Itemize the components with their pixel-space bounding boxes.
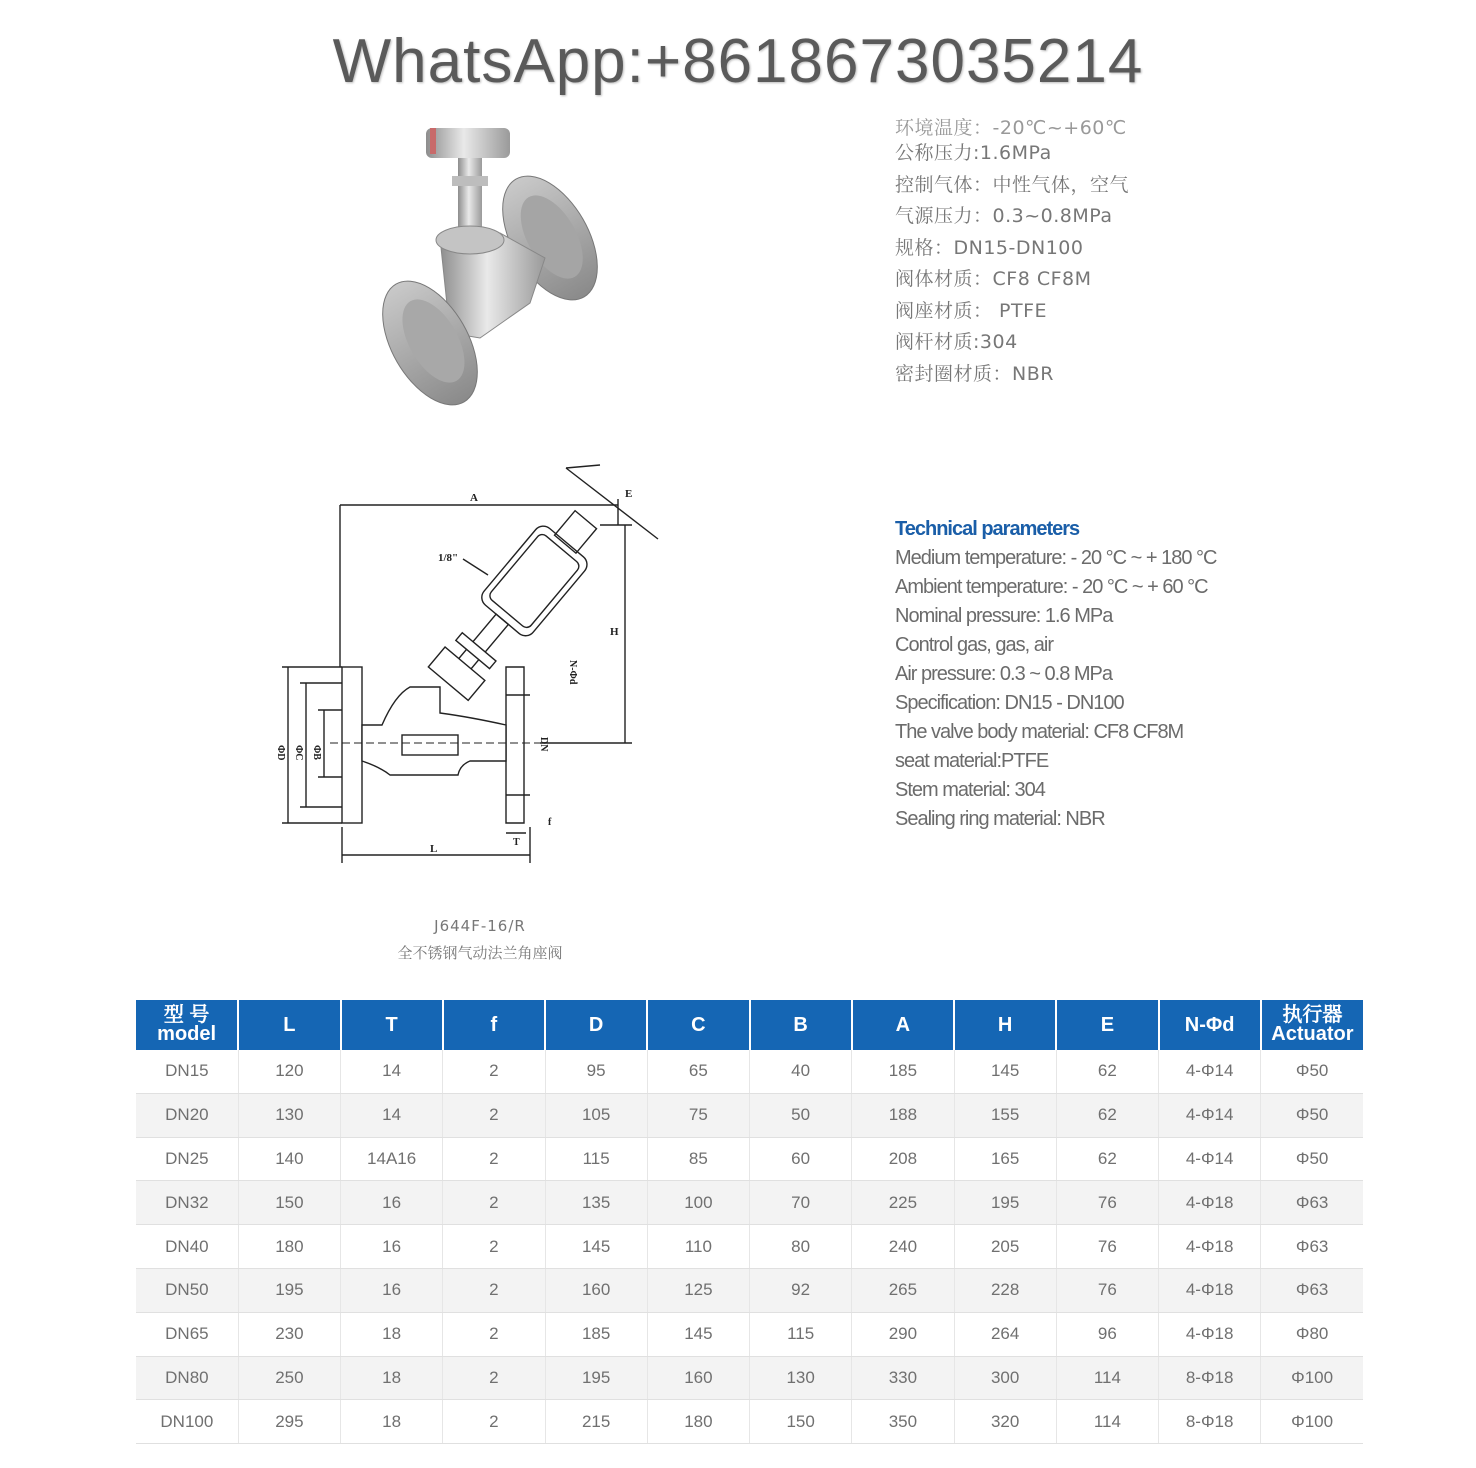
- technical-drawing: [270, 455, 690, 875]
- table-cell: 62: [1056, 1050, 1158, 1093]
- table-cell: DN40: [136, 1225, 238, 1269]
- table-cell: 195: [954, 1181, 1056, 1225]
- table-cell: DN15: [136, 1050, 238, 1093]
- tech-item: Sealing ring material: NBR: [895, 808, 1105, 830]
- table-cell: 110: [647, 1225, 749, 1269]
- header-actuator-cn: 执行器: [1282, 1004, 1343, 1026]
- table-cell: 2: [443, 1093, 545, 1137]
- table-cell: 65: [647, 1050, 749, 1093]
- table-cell: 150: [750, 1400, 852, 1444]
- table-row: [136, 1225, 1363, 1269]
- dim-label-D: ΦD: [275, 745, 286, 761]
- header-model-cn: 型 号: [163, 1004, 210, 1026]
- table-cell: 70: [750, 1181, 852, 1225]
- header-C: C: [647, 1000, 749, 1050]
- cn-spec-item: 规格：DN15-DN100: [895, 236, 1084, 259]
- table-cell: 225: [852, 1181, 954, 1225]
- table-cell: 14A16: [341, 1137, 443, 1181]
- table-cell: DN25: [136, 1137, 238, 1181]
- dimension-table: [136, 1000, 1363, 1444]
- tech-item: Specification: DN15 - DN100: [895, 692, 1124, 714]
- header-E: E: [1056, 1000, 1158, 1050]
- table-cell: 208: [852, 1137, 954, 1181]
- tech-item: Air pressure: 0.3 ~ 0.8 MPa: [895, 663, 1113, 685]
- table-cell: 75: [647, 1093, 749, 1137]
- table-cell: DN50: [136, 1268, 238, 1312]
- table-cell: 180: [647, 1400, 749, 1444]
- table-cell: 8-Φ18: [1159, 1356, 1261, 1400]
- technical-parameters: [895, 515, 1217, 834]
- header-B: B: [750, 1000, 852, 1050]
- table-cell: 114: [1056, 1356, 1158, 1400]
- table-cell: 4-Φ14: [1159, 1050, 1261, 1093]
- table-cell: 165: [954, 1137, 1056, 1181]
- header-model: [136, 1000, 238, 1050]
- header-H: H: [954, 1000, 1056, 1050]
- table-cell: 265: [852, 1268, 954, 1312]
- table-cell: 8-Φ18: [1159, 1400, 1261, 1444]
- cn-spec-item: 密封圈材质：NBR: [895, 362, 1054, 385]
- table-row: [136, 1137, 1363, 1181]
- tech-item: Control gas, gas, air: [895, 634, 1053, 656]
- table-cell: 2: [443, 1137, 545, 1181]
- table-cell: 330: [852, 1356, 954, 1400]
- table-cell: 145: [954, 1050, 1056, 1093]
- port-label: 1/8": [438, 552, 459, 564]
- table-cell: 14: [341, 1093, 443, 1137]
- table-cell: 62: [1056, 1093, 1158, 1137]
- tech-item: Stem material: 304: [895, 779, 1045, 801]
- table-cell: 115: [545, 1137, 647, 1181]
- table-cell: 4-Φ14: [1159, 1093, 1261, 1137]
- table-cell: 290: [852, 1312, 954, 1356]
- table-cell: 130: [750, 1356, 852, 1400]
- table-cell: Φ50: [1261, 1093, 1363, 1137]
- table-cell: 92: [750, 1268, 852, 1312]
- cn-spec-item: 气源压力：0.3~0.8MPa: [895, 205, 1113, 227]
- table-cell: 62: [1056, 1137, 1158, 1181]
- header-A: A: [852, 1000, 954, 1050]
- cn-spec-item: 阀体材质：CF8 CF8M: [895, 268, 1092, 290]
- chinese-spec-list: [895, 118, 1129, 390]
- dim-label-A: A: [470, 492, 478, 504]
- header-T: T: [341, 1000, 443, 1050]
- table-row: [136, 1268, 1363, 1312]
- table-cell: DN20: [136, 1093, 238, 1137]
- table-cell: 16: [341, 1225, 443, 1269]
- header-actuator-en: Actuator: [1271, 1023, 1354, 1045]
- table-cell: 100: [647, 1181, 749, 1225]
- dim-label-f: f: [548, 817, 552, 828]
- table-cell: 4-Φ18: [1159, 1225, 1261, 1269]
- table-cell: 188: [852, 1093, 954, 1137]
- table-cell: 300: [954, 1356, 1056, 1400]
- table-cell: 4-Φ18: [1159, 1181, 1261, 1225]
- dim-label-H: H: [610, 626, 619, 638]
- table-cell: 120: [238, 1050, 340, 1093]
- table-cell: 18: [341, 1400, 443, 1444]
- table-cell: 76: [1056, 1225, 1158, 1269]
- table-row: [136, 1356, 1363, 1400]
- table-cell: 14: [341, 1050, 443, 1093]
- table-cell: DN32: [136, 1181, 238, 1225]
- table-cell: 50: [750, 1093, 852, 1137]
- table-cell: 125: [647, 1268, 749, 1312]
- table-cell: 240: [852, 1225, 954, 1269]
- table-cell: 195: [545, 1356, 647, 1400]
- table-cell: 2: [443, 1268, 545, 1312]
- table-cell: Φ63: [1261, 1181, 1363, 1225]
- table-cell: 80: [750, 1225, 852, 1269]
- cn-spec-item: 公称压力:1.6MPa: [895, 142, 1052, 164]
- table-cell: 145: [545, 1225, 647, 1269]
- table-cell: 60: [750, 1137, 852, 1181]
- table-cell: 145: [647, 1312, 749, 1356]
- table-cell: 40: [750, 1050, 852, 1093]
- drawing-model-caption: J644F-16/R: [434, 917, 526, 935]
- dim-label-C: ΦC: [293, 745, 304, 761]
- table-cell: 85: [647, 1137, 749, 1181]
- table-cell: 76: [1056, 1268, 1158, 1312]
- table-cell: 16: [341, 1181, 443, 1225]
- cn-spec-item: 阀座材质： PTFE: [895, 299, 1048, 322]
- table-cell: 2: [443, 1225, 545, 1269]
- dim-label-E: E: [625, 488, 633, 500]
- cn-spec-item: 控制气体：中性气体，空气: [895, 173, 1130, 196]
- table-cell: 4-Φ18: [1159, 1312, 1261, 1356]
- table-cell: 2: [443, 1400, 545, 1444]
- table-cell: 205: [954, 1225, 1056, 1269]
- table-cell: 155: [954, 1093, 1056, 1137]
- table-cell: 250: [238, 1356, 340, 1400]
- table-row: [136, 1050, 1363, 1093]
- tech-title: Technical parameters: [895, 518, 1080, 540]
- table-cell: 105: [545, 1093, 647, 1137]
- table-cell: 4-Φ14: [1159, 1137, 1261, 1181]
- tech-item: Medium temperature: - 20 °C ~ + 180 °C: [895, 547, 1217, 569]
- table-cell: 18: [341, 1312, 443, 1356]
- table-cell: 180: [238, 1225, 340, 1269]
- table-cell: 96: [1056, 1312, 1158, 1356]
- table-cell: 2: [443, 1312, 545, 1356]
- dim-label-T: T: [513, 837, 520, 848]
- table-cell: Φ63: [1261, 1225, 1363, 1269]
- table-row: [136, 1400, 1363, 1444]
- tech-item: seat material:PTFE: [895, 750, 1049, 772]
- table-cell: 185: [852, 1050, 954, 1093]
- header-model-en: model: [157, 1023, 217, 1045]
- table-cell: DN100: [136, 1400, 238, 1444]
- table-cell: 18: [341, 1356, 443, 1400]
- table-cell: 160: [647, 1356, 749, 1400]
- table-row: [136, 1093, 1363, 1137]
- table-cell: 264: [954, 1312, 1056, 1356]
- drawing-name-caption: 全不锈钢气动法兰角座阀: [397, 944, 563, 962]
- table-header-row: [136, 1000, 1363, 1050]
- table-cell: 2: [443, 1356, 545, 1400]
- table-cell: 150: [238, 1181, 340, 1225]
- table-cell: 2: [443, 1050, 545, 1093]
- table-cell: DN80: [136, 1356, 238, 1400]
- table-cell: 295: [238, 1400, 340, 1444]
- table-cell: 185: [545, 1312, 647, 1356]
- cn-spec-item: 环境温度：-20℃~+60℃: [895, 118, 1127, 138]
- table-cell: 135: [545, 1181, 647, 1225]
- header-D: D: [545, 1000, 647, 1050]
- header-nd: N-Φd: [1159, 1000, 1261, 1050]
- table-cell: 160: [545, 1268, 647, 1312]
- header-actuator: [1261, 1000, 1363, 1050]
- table-cell: Φ50: [1261, 1050, 1363, 1093]
- table-cell: 195: [238, 1268, 340, 1312]
- table-cell: 140: [238, 1137, 340, 1181]
- table-cell: 130: [238, 1093, 340, 1137]
- whatsapp-watermark: WhatsApp:+8618673035214: [332, 27, 1144, 96]
- cn-spec-item: 阀杆材质:304: [895, 331, 1018, 353]
- table-cell: DN65: [136, 1312, 238, 1356]
- table-body: [136, 1050, 1363, 1444]
- table-cell: Φ80: [1261, 1312, 1363, 1356]
- table-cell: 350: [852, 1400, 954, 1444]
- table-row: [136, 1312, 1363, 1356]
- table-cell: 215: [545, 1400, 647, 1444]
- table-cell: 320: [954, 1400, 1056, 1444]
- table-cell: Φ100: [1261, 1356, 1363, 1400]
- table-cell: Φ100: [1261, 1400, 1363, 1444]
- table-cell: 4-Φ18: [1159, 1268, 1261, 1312]
- tech-list: [895, 544, 1217, 834]
- header-L: L: [238, 1000, 340, 1050]
- table-cell: Φ63: [1261, 1268, 1363, 1312]
- table-cell: 2: [443, 1181, 545, 1225]
- tech-item: Nominal pressure: 1.6 MPa: [895, 605, 1113, 627]
- table-cell: 228: [954, 1268, 1056, 1312]
- dim-label-B: ΦB: [311, 745, 322, 760]
- table-row: [136, 1181, 1363, 1225]
- header-f: f: [443, 1000, 545, 1050]
- table-cell: 76: [1056, 1181, 1158, 1225]
- table-cell: 115: [750, 1312, 852, 1356]
- table-cell: 95: [545, 1050, 647, 1093]
- tech-item: The valve body material: CF8 CF8M: [895, 721, 1184, 743]
- table-cell: 114: [1056, 1400, 1158, 1444]
- table-cell: 230: [238, 1312, 340, 1356]
- table-cell: 16: [341, 1268, 443, 1312]
- dim-label-L: L: [430, 843, 438, 855]
- tech-item: Ambient temperature: - 20 °C ~ + 60 °C: [895, 576, 1208, 598]
- table-cell: Φ50: [1261, 1137, 1363, 1181]
- dim-label-DN: DN: [538, 737, 549, 752]
- bolt-label: N-Φd: [567, 660, 578, 685]
- valve-photo: [360, 128, 620, 408]
